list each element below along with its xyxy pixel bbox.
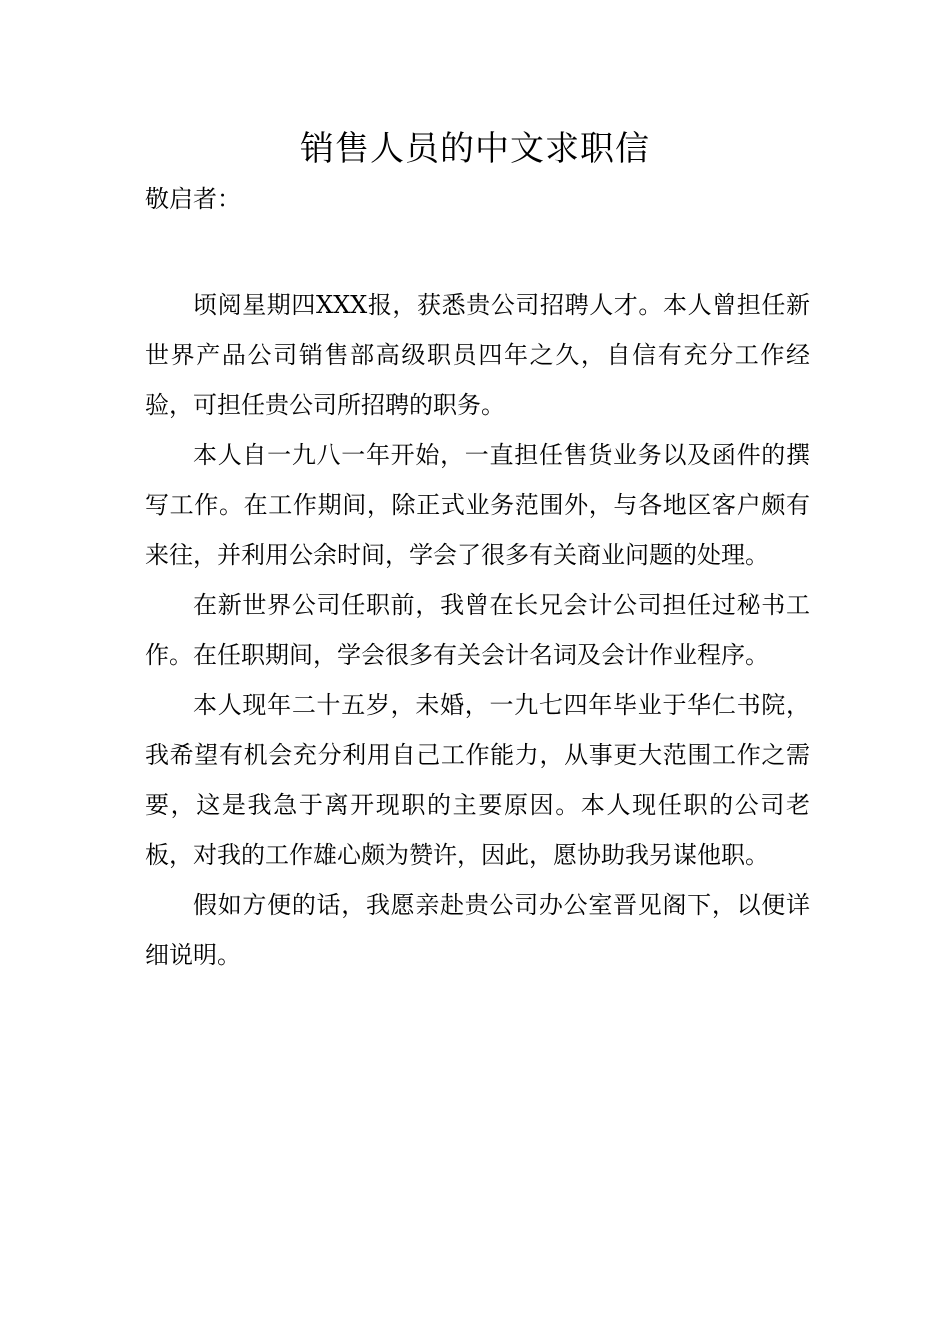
paragraph-sales-experience: 本人自一九八一年开始，一直担任售货业务以及函件的撰写工作。在工作期间，除正式业务范围外，与各地区客户颇有来往，并利用公余时间，学会了很多有关商业问题的处理。 (145, 441, 810, 569)
salutation: 敬启者： (145, 185, 241, 213)
paragraph-job-ad: 顷阅星期四XXX报，获悉贵公司招聘人才。本人曾担任新世界产品公司销售部高级职员四年之久，自信有充分工作经验，可担任贵公司所招聘的职务。 (145, 291, 810, 419)
paragraph-personal-background: 本人现年二十五岁，未婚，一九七四年毕业于华仁书院，我希望有机会充分利用自己工作能力，从事更大范围工作之需要，这是我急于离开现职的主要原因。本人现任职的公司老板，对我的工作雄心颇为赞许，因此，愿协助我另谋他职。 (145, 691, 810, 869)
paragraph-closing: 假如方便的话，我愿亲赴贵公司办公室晋见阁下，以便详细说明。 (145, 891, 810, 969)
paragraph-secretary-experience: 在新世界公司任职前，我曾在长兄会计公司担任过秘书工作。在任职期间，学会很多有关会计名词及会计作业程序。 (145, 591, 810, 669)
document-title: 销售人员的中文求职信 (300, 129, 650, 169)
letter-body (145, 280, 810, 980)
